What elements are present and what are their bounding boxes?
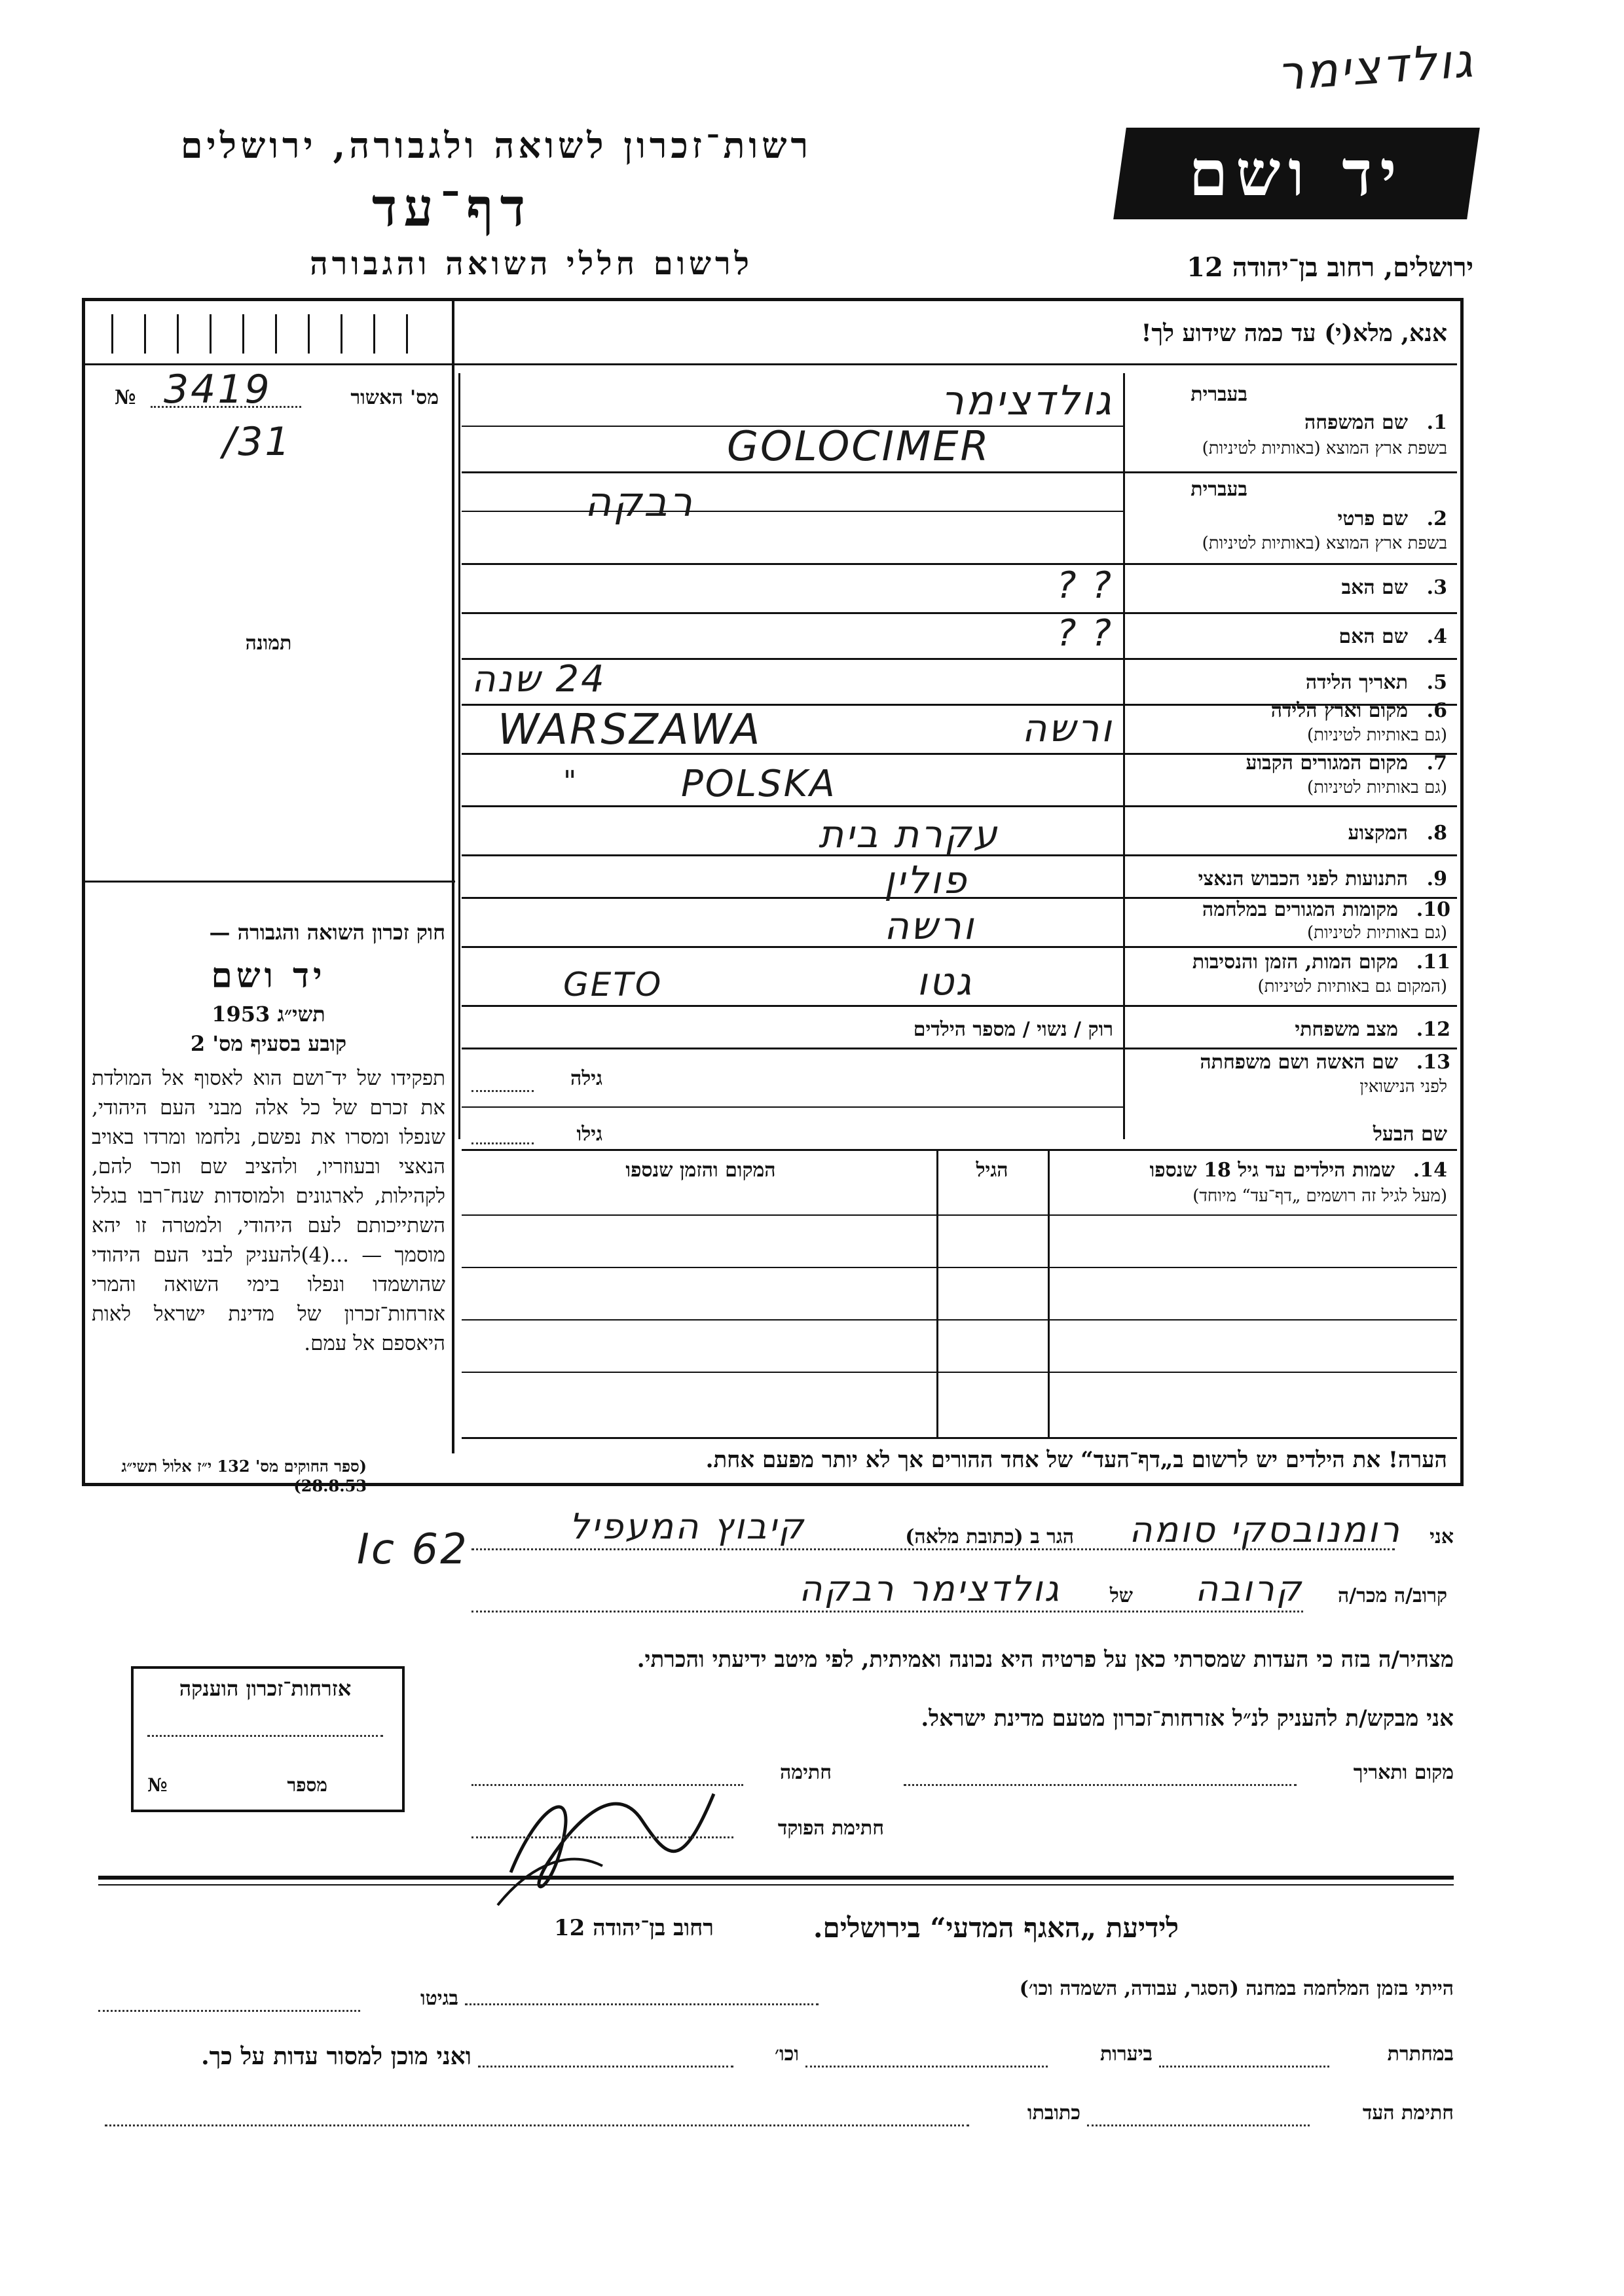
- field-2-value: רבקה: [584, 478, 694, 526]
- field-2-sub: בשפת ארץ המוצא (באותיות לטיניות): [1202, 534, 1447, 553]
- signature-scribble: [485, 1741, 733, 1912]
- form-title: דף־עד: [371, 177, 532, 238]
- field-12-num: 12.: [1416, 1018, 1450, 1041]
- children-num: 14.: [1412, 1159, 1447, 1182]
- margin-note: Ic 62: [357, 1525, 469, 1574]
- field-12-label: מצב משפחתי: [1295, 1018, 1398, 1041]
- field-2-num: 2.: [1426, 507, 1447, 530]
- field-1-sub: בשפת ארץ המוצא (באותיות לטיניות): [1202, 439, 1447, 458]
- declaration-address: קיבוץ המעפיל: [569, 1506, 805, 1547]
- field-1-value-latin: GOLOCIMER: [727, 422, 991, 470]
- field-11-num: 11.: [1416, 951, 1450, 974]
- form-subtitle: לרשום חללי השואה והגבורה: [310, 246, 753, 282]
- field-5-value: 24 שנה: [471, 658, 606, 701]
- field-4-num: 4.: [1426, 625, 1447, 648]
- field-13-sub: לפני הנישואין: [1359, 1077, 1447, 1097]
- footer-line2-a: במחתרת: [1387, 2043, 1454, 2066]
- law-heading: חוק זכרון השואה והגבורה —: [209, 920, 445, 945]
- field-2-label: שם פרטי: [1337, 507, 1408, 530]
- no-mark: №: [115, 386, 136, 409]
- field-6-value: WARSZAWA: [498, 706, 762, 754]
- corner-note: גולדצימר: [1275, 32, 1477, 101]
- field-2-heb-tag: בעברית: [1190, 478, 1247, 501]
- logo-text: יד ושם: [1189, 136, 1405, 210]
- footer-line2-d: ואני מוכן למסור עדות על כך.: [201, 2043, 471, 2070]
- field-3-label: שם האב: [1341, 576, 1408, 599]
- field-6-value-heb: ורשה: [1022, 706, 1113, 750]
- field-10-value: ורשה: [884, 903, 976, 948]
- field-13-label: שם האשה ושם משפחתה: [1200, 1051, 1398, 1074]
- field-husband-label: שם הבעל: [1373, 1123, 1447, 1146]
- declaration-statement1: מצהיר/ה בזה כי העדות שמסרתי כאן על פרטיה היא נכונה ואמיתית, לפי מיטב ידיעתי והכרתי.: [637, 1647, 1454, 1673]
- field-10-label: מקומות המגורים במלחמה: [1202, 898, 1398, 921]
- field-7-value: POLSKA: [681, 763, 837, 805]
- check-boxes: [92, 308, 439, 360]
- approval-number: 3419: [164, 367, 272, 412]
- law-text: תפקידו של יד־ושם הוא לאסוף אל המולדת את זכרם של כל אלה מבני העם היהודי, שנפלו ומסרו את נפשם, נלחמו ומרדו באויב הנאצי ובעוזריו, ולהציב שם וזכר להם, לקהילות, לארגונים ולמוסדות שנח־רבו בגלל השתייכותם לעם היהודי, ולמטרה זו יהא מוסמך — ...(4)להעניק לבני העם היהודי שהושמדו ונפלו בימי השואה והמרי אזרחות־זכרון של מדינת ישראל לאות היאספם אל עמם.: [92, 1066, 445, 1355]
- children-label: שמות הילדים עד גיל 18 שנספו: [1149, 1159, 1395, 1182]
- declaration-i: אני: [1430, 1525, 1454, 1548]
- footer-address: רחוב בן־יהודה 12: [553, 1915, 714, 1941]
- field-1-heb-tag: בעברית: [1190, 383, 1247, 406]
- field-1-label: שם המשפחה: [1304, 411, 1408, 434]
- field-8-value: עקרת בית: [819, 812, 999, 856]
- field-5-label: תאריך הלידה: [1305, 671, 1408, 694]
- footer-line3-b: כתובתו: [1027, 2102, 1080, 2124]
- photo-label: תמונה: [245, 632, 292, 655]
- field-11-value-heb: גטו: [917, 959, 974, 1004]
- children-note: הערה! את הילדים יש לרשום ב„דף־העד“ של אחד ההורים אך לא יותר מפעם אחת.: [705, 1447, 1447, 1473]
- org-line: רשות־זכרון לשואה ולגבורה, ירושלים: [180, 124, 812, 166]
- field-7-label: מקום המגורים הקבוע: [1246, 752, 1408, 774]
- field-8-num: 8.: [1426, 822, 1447, 845]
- field-13-num: 13.: [1416, 1051, 1450, 1074]
- field-6-label: מקום וארץ הלידה: [1270, 699, 1408, 722]
- signature-label: חתימה: [780, 1761, 832, 1784]
- field-3-value: ? ?: [1056, 564, 1113, 607]
- children-col-place: המקום והזמן שנספו: [625, 1159, 776, 1182]
- children-col-age: הגיל: [976, 1159, 1008, 1182]
- field-9-label: התנועות לפני הכבוש הנאצי: [1198, 867, 1408, 890]
- footer-title: לידיעת „האגף המדעי“ בירושלים.: [813, 1912, 1179, 1944]
- law-year: תשי״ג 1953: [212, 1002, 325, 1027]
- footer-line3-a: חתימת העד: [1362, 2102, 1454, 2124]
- citizenship-no: №: [147, 1774, 168, 1796]
- official-signature-label: חתימת הפוקד: [777, 1817, 884, 1840]
- field-1-num: 1.: [1426, 411, 1447, 434]
- field-9-value: פולין: [884, 858, 969, 902]
- field-6-num: 6.: [1426, 699, 1447, 722]
- field-9-num: 9.: [1426, 867, 1447, 890]
- field-7-prefix: ": [563, 765, 579, 798]
- law-ref: (ספר החוקים מס' 132 י״ז אלול תשי״ג 28.8.53): [121, 1457, 367, 1495]
- citizenship-title: אזרחות־זכרון הוענקה: [179, 1676, 352, 1701]
- law-logo: יד ושם: [211, 956, 326, 996]
- field-12-value: רוק / נשוי / מספר הילדים: [913, 1018, 1113, 1041]
- footer-line1-a: הייתי בזמן המלחמה במחנה (הסגר, עבודה, השמדה וכו׳): [1019, 1977, 1454, 2000]
- footer-line2-b: ביערות: [1099, 2043, 1153, 2066]
- field-3-num: 3.: [1426, 576, 1447, 599]
- field-4-label: שם האם: [1338, 625, 1408, 648]
- law-clause: קובע בסעיף מס' 2: [190, 1031, 347, 1056]
- field-10-sub: (גם באותיות לטיניות): [1306, 923, 1447, 943]
- field-13-age-label: גילה: [570, 1067, 602, 1090]
- citizenship-number-label: מספר: [287, 1774, 327, 1796]
- field-6-sub: (גם באותיות לטיניות): [1306, 725, 1447, 745]
- declaration-relative: קרוב/ה מכר/ה: [1338, 1584, 1447, 1607]
- field-7-sub: (גם באותיות לטיניות): [1306, 778, 1447, 797]
- children-sub: (מעל לגיל זה רושמים „דף־עד“ מיוחד): [1192, 1186, 1447, 1206]
- declaration-name: רומנובסקי סומה: [1129, 1509, 1401, 1550]
- header-address: ירושלים, רחוב בן־יהודה 12: [1187, 252, 1473, 283]
- field-8-label: המקצוע: [1348, 822, 1408, 845]
- field-10-num: 10.: [1416, 898, 1450, 921]
- field-11-value: GETO: [563, 966, 663, 1004]
- footer-line2-c: וכו׳: [775, 2043, 799, 2066]
- field-5-num: 5.: [1426, 671, 1447, 694]
- place-date-label: מקום ותאריך: [1353, 1761, 1454, 1784]
- yad-vashem-logo: [1113, 128, 1480, 219]
- instruction: אנא, מלא(י) עד כמה שידוע לך!: [1141, 319, 1447, 347]
- approval-label: מס' האשור: [350, 386, 439, 409]
- declaration-of: של: [1109, 1584, 1133, 1607]
- declaration-of-name: גולדצימר רבקה: [799, 1568, 1061, 1609]
- field-husband-age-label: גילו: [576, 1123, 602, 1146]
- declaration-statement2: אני מבקש/ת להעניק לנ״ל אזרחות־זכרון מטעם מדינת ישראל.: [921, 1705, 1454, 1732]
- approval-sub: /31: [223, 419, 292, 465]
- footer-line1-b: בגיטו: [420, 1987, 458, 2010]
- field-11-label: מקום המות, הזמן והנסיבות: [1192, 951, 1398, 974]
- declaration-residing: הגר ב (כתובת מלאה): [905, 1525, 1074, 1548]
- field-1-value: גולדצימר: [940, 376, 1113, 424]
- field-7-num: 7.: [1426, 752, 1447, 774]
- field-11-sub: (המקום גם באותיות לטיניות): [1257, 977, 1447, 996]
- field-4-value: ? ?: [1056, 612, 1113, 655]
- declaration-relation: קרובה: [1194, 1568, 1303, 1609]
